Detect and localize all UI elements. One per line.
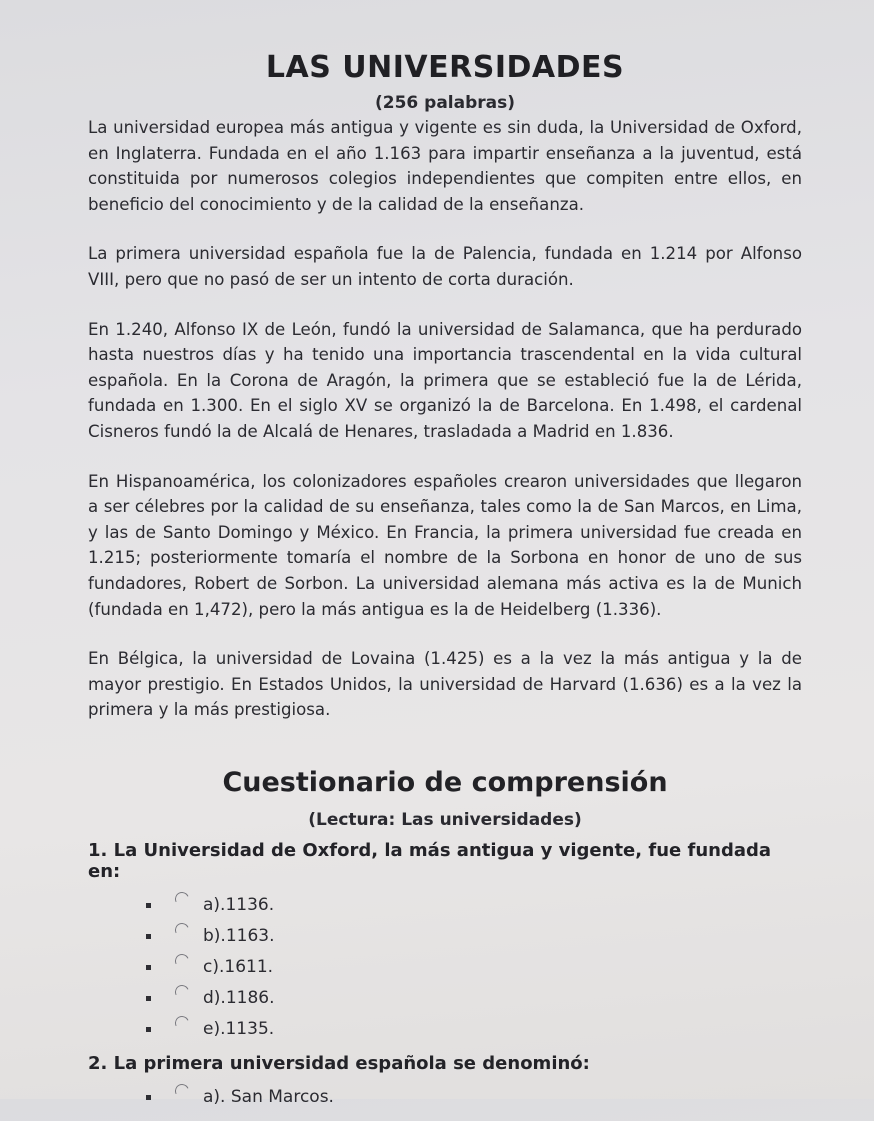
bullet-icon: [146, 1027, 151, 1032]
question-2: 2. La primera universidad española se denominó:: [88, 1052, 590, 1074]
answer-option-label: d).1186.: [203, 988, 275, 1009]
bullet-icon: [146, 934, 151, 939]
answer-option-label: a).1136.: [203, 895, 275, 916]
answer-option[interactable]: [88, 890, 802, 921]
paragraph-palencia: La primera universidad española fue la de Palencia, fundada en 1.214 por Alfonso VIII, pero que no pasó de ser un intento de corta duración.: [88, 244, 802, 289]
answer-option[interactable]: [88, 983, 802, 1014]
answer-option[interactable]: [88, 1014, 802, 1045]
quiz-subtitle: (Lectura: Las universidades): [308, 809, 582, 830]
radio-button-icon[interactable]: [173, 983, 191, 1001]
word-count: (256 palabras): [374, 93, 516, 113]
answer-option-label: b).1163.: [203, 926, 275, 947]
paragraph-oxford: La universidad europea más antigua y vigente es sin duda, la Universidad de Oxford, en Inglaterra. Fundada en el año 1.163 para impartir enseñanza a la juventud, está constituida por numerosos colegios independientes que compiten entre ellos, en beneficio del conocimiento y de la calidad de la enseñanza.: [88, 118, 802, 214]
answer-option[interactable]: [88, 952, 802, 983]
question-1-options: [88, 890, 802, 1045]
reading-page: [88, 50, 802, 1121]
answer-option[interactable]: [88, 1082, 802, 1113]
bullet-icon: [146, 965, 151, 970]
radio-button-icon[interactable]: [173, 952, 191, 970]
paragraph-belgica: En Bélgica, la universidad de Lovaina (1.425) es a la vez la más antigua y la de mayor prestigio. En Estados Unidos, la universidad de Harvard (1.636) es a la vez la primera y la más prestigiosa.: [88, 649, 802, 720]
radio-button-icon[interactable]: [173, 1014, 191, 1032]
radio-button-icon[interactable]: [173, 1082, 191, 1100]
answer-option-label: e).1135.: [203, 1019, 275, 1040]
question-1: 1. La Universidad de Oxford, la más antigua y vigente, fue fundada en:: [88, 839, 772, 882]
answer-option-label: a). San Marcos.: [203, 1087, 334, 1108]
answer-option[interactable]: [88, 921, 802, 952]
bullet-icon: [146, 996, 151, 1001]
bullet-icon: [146, 1095, 151, 1100]
bullet-icon: [146, 903, 151, 908]
paragraph-salamanca: En 1.240, Alfonso IX de León, fundó la universidad de Salamanca, que ha perdurado hasta nuestros días y ha tenido una importancia trascendental en la vida cultural española. En la Corona de Aragón, la primera que se estableció fue la de Lérida, fundada en 1.300. En el siglo XV se organizó la de Barcelona. En 1.498, el cardenal Cisneros fundó la de Alcalá de Henares, trasladada a Madrid en 1.836.: [88, 319, 802, 441]
question-2-options: [88, 1082, 802, 1113]
document-title: LAS UNIVERSIDADES: [265, 50, 625, 85]
radio-button-icon[interactable]: [173, 921, 191, 939]
quiz-title: Cuestionario de comprensión: [222, 766, 668, 798]
paragraph-hispanoamerica: En Hispanoamérica, los colonizadores españoles crearon universidades que llegaron a ser célebres por la calidad de su enseñanza, tales como la de San Marcos, en Lima, y las de Santo Domingo y México. En Francia, la primera universidad fue creada en 1.215; posteriormente tomaría el nombre de la Sorbona en honor de uno de sus fundadores, Robert de Sorbon. La universidad alemana más activa es la de Munich (fundada en 1,472), pero la más antigua es la de Heidelberg (1.336).: [88, 471, 802, 619]
radio-button-icon[interactable]: [173, 890, 191, 908]
answer-option-label: c).1611.: [203, 957, 274, 978]
